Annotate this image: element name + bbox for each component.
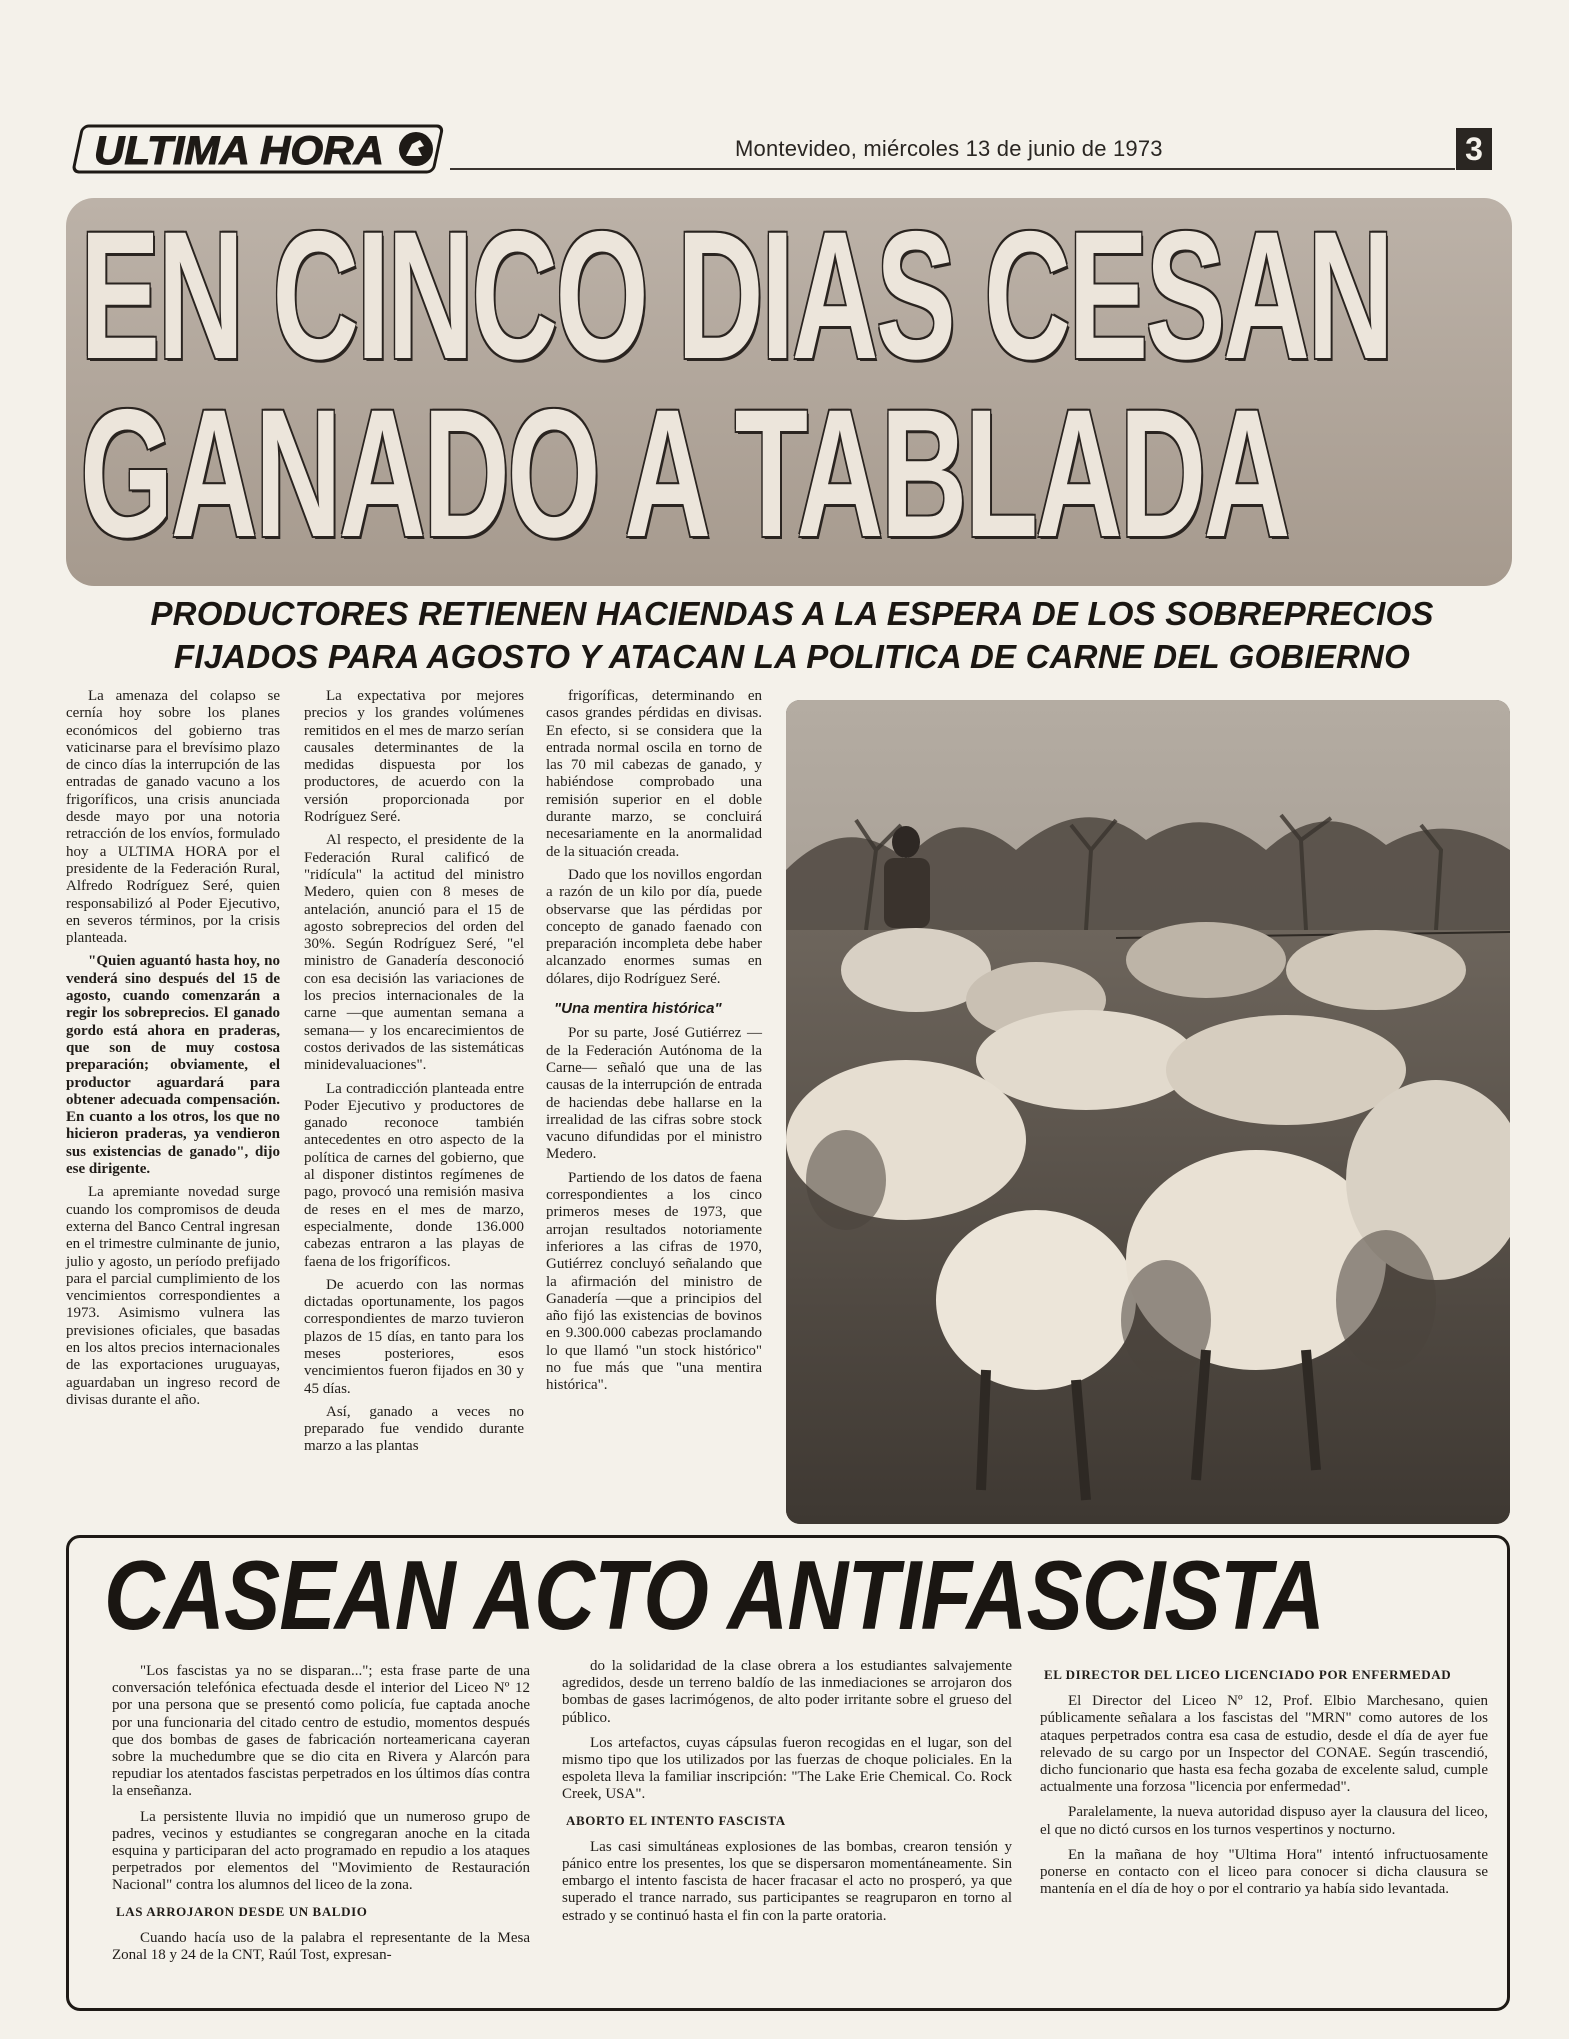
- paragraph: frigoríficas, determinando en casos grandes pérdidas en divisas. En efecto, si se considera que la entrada normal oscila en torno de las 70 mil cabezas de ganado, y habiéndose comprobado una remisión superior en el doble durante marzo, se concluirá necesariamente en la anormalidad de la situación creada.: [546, 688, 762, 860]
- column-subhead: ABORTO EL INTENTO FASCISTA: [566, 1812, 786, 1828]
- paragraph: Al respecto, el presidente de la Federación Rural calificó de "ridícula" la actitud del ministro Medero, quien con 8 meses de antelación, anunció para el 15 de agosto sobreprecios del orden del 30%. Según Rodríguez Seré, "el ministro de Ganadería desconoció con esa decisión las variaciones de los precios internacionales de la carne —que aumentan semana a semana— y los encarecimientos de costos derivados de las sistemáticas minidevaluaciones".: [304, 832, 524, 1074]
- paragraph: Las casi simultáneas explosiones de las bombas, crearon tensión y pánico entre los presentes, los que se dispersaron momentáneamente. Sin embargo el intento fascista de hacer fracasar el acto no prosperó, ya que superado el trance narrado, sus participantes se reagruparon en torno al estrado y se continuó hasta el fin con la parte oratoria.: [562, 1838, 1012, 1924]
- article-column-2: [304, 688, 524, 1462]
- paragraph: En la mañana de hoy "Ultima Hora" intentó infructuosamente ponerse en contacto con el liceo para conocer si dicha clausura se mantenía en el día de hoy o por el contrario ya había sido levantada.: [1040, 1846, 1488, 1898]
- paragraph: Cuando hacía uso de la palabra el representante de la Mesa Zonal 18 y 24 de la CNT, Raúl Tost, expresan-: [112, 1929, 530, 1964]
- paragraph: La expectativa por mejores precios y los grandes volúmenes remitidos en el mes de marzo serían causales determinantes de la medidas dispuesta por los productores, de acuerdo con la versión proporcionada por Rodríguez Seré.: [304, 688, 524, 826]
- paragraph: do la solidaridad de la clase obrera a los estudiantes salvajemente agredidos, desde un terreno baldío de las inmediaciones se arrojaron dos bombas de gases lacrimógenos, de alto poder irritante sobre el grueso del público.: [562, 1658, 1012, 1726]
- cattle-herd-image-icon: [786, 700, 1510, 1524]
- dateline: Montevideo, miércoles 13 de junio de 1973: [735, 136, 1163, 161]
- paragraph: Paralelamente, la nueva autoridad dispuso ayer la clausura del liceo, el que no dictó cursos en los turnos vespertinos y nocturno.: [1040, 1804, 1488, 1838]
- article-column-3: [546, 688, 762, 1401]
- cattle-photo: [786, 700, 1510, 1524]
- paragraph: Partiendo de los datos de faena correspondientes a los cinco primeros meses de 1973, que arrojan resultados notoriamente inferiores a las cifras de 1970, Gutiérrez concluyó señalando que la afirmación del ministro de Ganadería —que a principios del año fijó las existencias de bovinos en 9.300.000 cabezas proclamando lo que llamó "un stock histórico" no fue más que "una mentira histórica".: [546, 1169, 762, 1394]
- story2-column-2: [562, 1658, 1012, 1933]
- column-subhead: LAS ARROJARON DESDE UN BALDIO: [116, 1903, 368, 1919]
- story2-column-3: [1040, 1658, 1488, 1906]
- paragraph: La persistente lluvia no impidió que un numeroso grupo de padres, vecinos y estudiantes se congregaran anoche en la citada esquina y participaran del acto programado en repudio a los ataques perpetrados por elementos del "Movimiento de Restauración Nacional" contra los alumnos del liceo de la zona.: [112, 1808, 530, 1894]
- paragraph: "Quien aguantó hasta hoy, no venderá sino después del 15 de agosto, cuando comenzarán a regir los sobreprecios. El ganado gordo está ahora en praderas, que son de muy costosa preparación; obviamente, el productor aguardará para obtener adecuada compensación. En cuanto a los otros, los que no hicieron praderas, ya vendieron sus existencias de ganado", dijo ese dirigente.: [66, 953, 280, 1178]
- paragraph: Por su parte, José Gutiérrez —de la Federación Autónoma de la Carne— señaló que una de las causas de la interrupción de entrada de haciendas debe hallarse en la irrealidad de las cifras sobre stock vacuno difundidas por el ministro Medero.: [546, 1025, 762, 1163]
- paragraph: La apremiante novedad surge cuando los compromisos de deuda externa del Banco Central ingresan en el trimestre culminante de junio, julio y agosto, un período prefijado para el parcial cumplimiento de los vencimientos correspondientes a 1973. Asimismo vulnera las previsiones oficiales, que basadas en los altos precios internacionales de las exportaciones uruguayas, aguardaban un ingreso record de divisas durante el año.: [66, 1184, 280, 1408]
- headline-line-1: EN CINCO DIAS CESAN: [80, 198, 1392, 397]
- paragraph: De acuerdo con las normas dictadas oportunamente, los pagos correspondientes de marzo tuvieron plazos de 15 días, en tanto para los meses posteriores, esos vencimientos fueron fijados en 30 y 45 días.: [304, 1276, 524, 1397]
- article-column-1: [66, 688, 280, 1415]
- page-number: 3: [1456, 128, 1492, 170]
- paragraph: Dado que los novillos engordan a razón de un kilo por día, puede observarse que las pérdidas por concepto de ganado faenado con preparación incompleta debe haber alcanzado enormes sumas en dólares, dijo Rodríguez Seré.: [546, 866, 762, 987]
- story2-column-1: [112, 1663, 530, 1972]
- column-subhead: "Una mentira histórica": [554, 1000, 722, 1018]
- column-subhead: EL DIRECTOR DEL LICEO LICENCIADO POR ENFERMEDAD: [1044, 1667, 1452, 1682]
- deck-line-1: PRODUCTORES RETIENEN HACIENDAS A LA ESPERA DE LOS SOBREPRECIOS: [150, 595, 1434, 632]
- paragraph: El Director del Liceo Nº 12, Prof. Elbio Marchesano, quien públicamente señalara a los fascistas del "MRN" como autores de los ataques perpetrados contra esa casa de estudio, desde el día de ayer fue relevado de su cargo por un Inspector del CONAE. Según trascendió, dicho funcionario que hasta esa fecha gozaba de excelente salud, cumple actualmente una forzosa "licencia por enfermedad".: [1040, 1693, 1488, 1796]
- svg-text:ULTIMA HORA: ULTIMA HORA: [94, 129, 384, 173]
- paragraph: Los artefactos, cuyas cápsulas fueron recogidas en el lugar, son del mismo tipo que los utilizados por las fuerzas de choque policiales. En la espoleta lleva la familiar inscripción: "The Lake Erie Chemical. Co. Rock Creek, USA".: [562, 1734, 1012, 1803]
- second-story-headline: CASEAN ACTO ANTIFASCISTA: [104, 1540, 1325, 1650]
- paragraph: La amenaza del colapso se cernía hoy sobre los planes económicos del gobierno tras vaticinarse para el brevísimo plazo de cinco días la interrupción de las entradas de ganado vacuno a los frigoríficos, una crisis anunciada desde mayo por una notoria retracción de los envíos, formulado hoy a ULTIMA HORA por el presidente de la Federación Rural, Alfredo Rodríguez Seré, quien responsabilizó al Poder Ejecutivo, en severos términos, por la crisis planteada.: [66, 688, 280, 947]
- subheadline-deck: [82, 592, 1502, 678]
- deck-line-2: FIJADOS PARA AGOSTO Y ATACAN LA POLITICA DE CARNE DEL GOBIERNO: [174, 638, 1410, 675]
- newspaper-logo: [72, 120, 447, 178]
- main-headline: [80, 198, 1392, 575]
- headline-banner: [66, 198, 1512, 586]
- paragraph: Así, ganado a veces no preparado fue vendido durante marzo a las plantas: [304, 1403, 524, 1455]
- ultima-hora-logo-icon: [72, 120, 447, 178]
- headline-line-2: GANADO A TABLADA: [80, 371, 1288, 575]
- masthead-rule: [450, 168, 1455, 170]
- paragraph: "Los fascistas ya no se disparan..."; esta frase parte de una conversación telefónica efectuada desde el interior del Liceo Nº 12 por una persona que se presentó como policía, fue captada anoche por una funcionaria del citado centro de estudio, momentos después que dos bombas de gases de fabricación norteamericana cayeran sobre la muchedumbre que se dio cita en Rivera y Alarcón para repudiar los atentados fascistas perpetrados en los últimos días contra la enseñanza.: [112, 1663, 530, 1800]
- paragraph: La contradicción planteada entre Poder Ejecutivo y productores de ganado reconoce también antecedentes en otro aspecto de la política de carnes del gobierno, que al disponer distintos regímenes de pago, provocó una remisión masiva de reses en el mes de marzo, especialmente, donde 136.000 cabezas entraron a las playas de faena de los frigoríficos.: [304, 1080, 524, 1270]
